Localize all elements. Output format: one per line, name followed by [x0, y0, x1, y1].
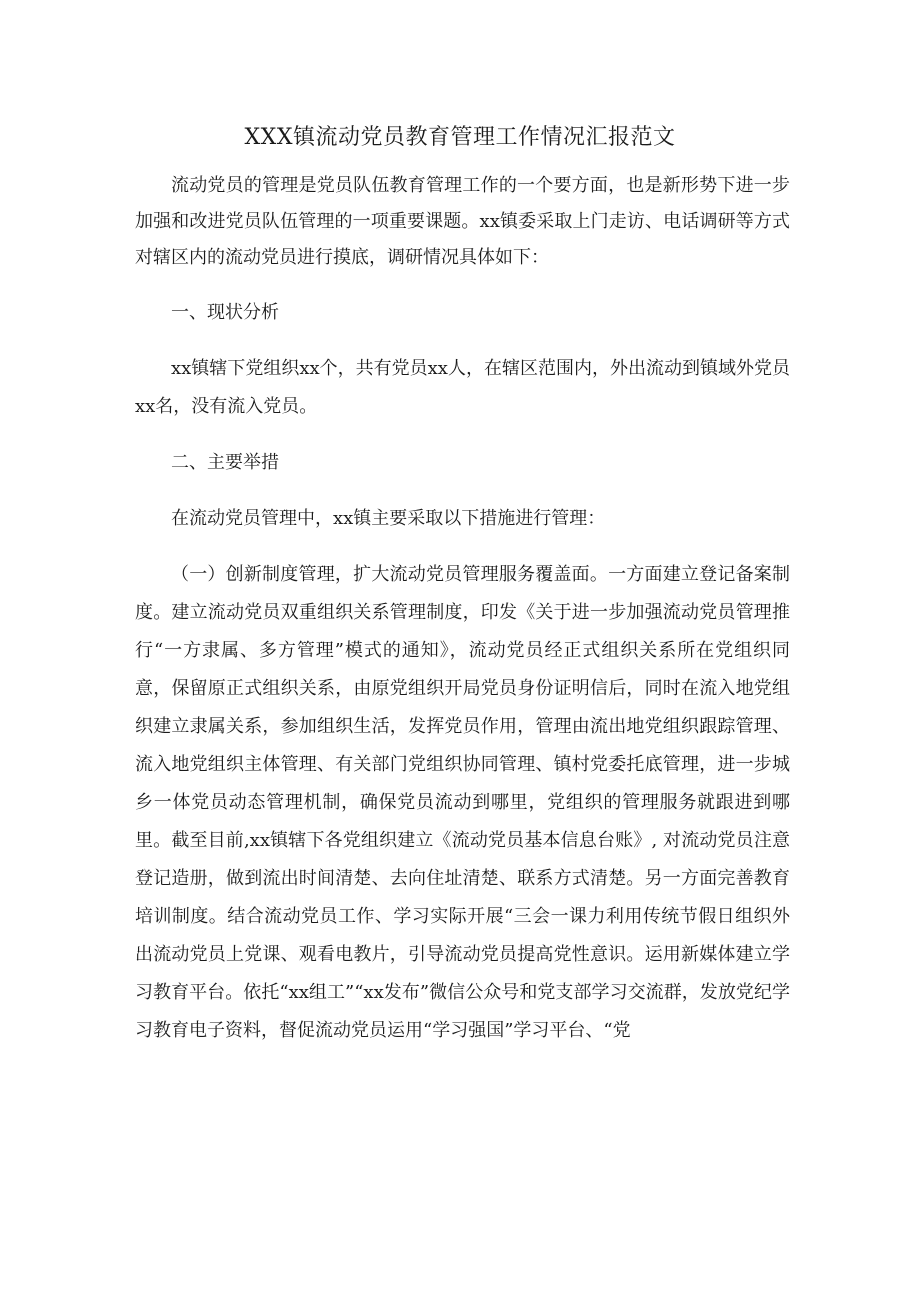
document-title: XXX镇流动党员教育管理工作情况汇报范文 [244, 125, 676, 150]
status-paragraph: xx镇辖下党组织xx个，共有党员xx人，在辖区范围内，外出流动到镇域外党员xx名，没有流入党员。 [135, 358, 790, 417]
section-heading-status: 一、现状分析 [171, 302, 279, 323]
section-heading-measures: 二、主要举措 [171, 452, 279, 473]
measure-one-paragraph: （一）创新制度管理，扩大流动党员管理服务覆盖面。一方面建立登记备案制度。建立流动党员双重组织关系管理制度，印发《关于进一步加强流动党员管理推行“一方隶属、多方管理”模式的通知》，流动党员经正式组织关系所在党组织同意，保留原正式组织关系，由原党组织开局党员身份证明信后，同时在流入地党组织建立隶属关系，参加组织生活，发挥党员作用，管理由流出地党组织跟踪管理、流入地党组织主体管理、有关部门党组织协同管理、镇村党委托底管理，进一步城乡一体党员动态管理机制，确保党员流动到哪里，党组织的管理服务就跟进到哪里。截至目前,xx镇辖下各党组织建立《流动党员基本信息台账》, 对流动党员注意登记造册，做到流出时间清楚、去向住址清楚、联系方式清楚。另一方面完善教育培训制度。结合流动党员工作、学习实际开展“三会一课力利用传统节假日组织外出流动党员上党课、观看电教片，引导流动党员提高党性意识。运用新媒体建立学习教育平台。依托“xx组工”“xx发布”微信公众号和党支部学习交流群，发放党纪学习教育电子资料，督促流动党员运用“学习强国”学习平台、“党 [135, 564, 790, 1041]
document-body [135, 168, 790, 1050]
measures-intro-paragraph: 在流动党员管理中，xx镇主要采取以下措施进行管理： [171, 508, 606, 529]
intro-paragraph: 流动党员的管理是党员队伍教育管理工作的一个要方面，也是新形势下进一步加强和改进党员队伍管理的一项重要课题。xx镇委采取上门走访、电话调研等方式对辖区内的流动党员进行摸底，调研情况具体如下： [135, 175, 790, 268]
